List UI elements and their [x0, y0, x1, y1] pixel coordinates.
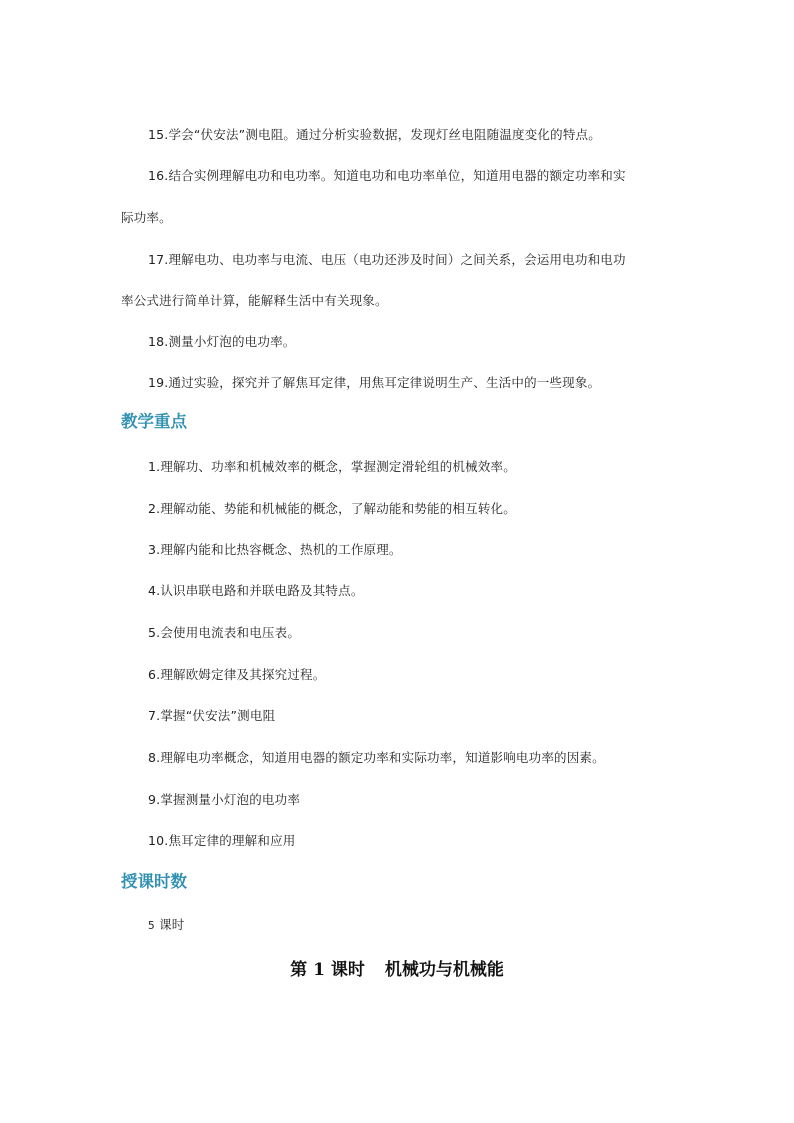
objective-item: 18.测量小灯泡的电功率。: [148, 334, 296, 349]
lesson-name: 机械功与机械能: [384, 960, 504, 980]
key-point-item: 9.掌握测量小灯泡的电功率: [148, 792, 301, 807]
objective-item: 16.结合实例理解电功和电功率。知道电功和电功率单位，知道用电器的额定功率和实: [148, 168, 626, 183]
key-point-item: 10.焦耳定律的理解和应用: [148, 833, 296, 848]
key-point-item: 1.理解功、功率和机械效率的概念，掌握测定滑轮组的机械效率。: [148, 459, 516, 474]
key-point-item: 4.认识串联电路和并联电路及其特点。: [148, 583, 364, 598]
key-point-item: 7.掌握“伏安法”测电阻: [148, 708, 276, 723]
objective-item-continuation: 率公式进行简单计算，能解释生活中有关现象。: [121, 293, 388, 308]
key-point-item: 3.理解内能和比热容概念、热机的工作原理。: [148, 542, 402, 557]
key-point-item: 6.理解欧姆定律及其探究过程。: [148, 667, 326, 682]
key-point-item: 5.会使用电流表和电压表。: [148, 625, 301, 640]
lesson-title: [0, 955, 794, 980]
section-heading-teaching-hours: 授课时数: [121, 872, 187, 891]
objective-item: 17.理解电功、电功率与电流、电压（电功还涉及时间）之间关系，会运用电功和电功: [148, 252, 626, 267]
objective-item-continuation: 际功率。: [121, 210, 172, 225]
objective-item: 19.通过实验，探究并了解焦耳定律，用焦耳定律说明生产、生活中的一些现象。: [148, 375, 601, 390]
objective-item: 15.学会“伏安法”测电阻。通过分析实验数据，发现灯丝电阻随温度变化的特点。: [148, 127, 601, 142]
lesson-label: 第 1 课时: [290, 960, 365, 980]
teaching-hours-value: [148, 917, 184, 934]
teaching-hours-unit: 课时: [159, 917, 185, 932]
key-point-item: 8.理解电功率概念，知道用电器的额定功率和实际功率，知道影响电功率的因素。: [148, 750, 605, 765]
section-heading-key-points: 教学重点: [121, 412, 187, 431]
key-point-item: 2.理解动能、势能和机械能的概念，了解动能和势能的相互转化。: [148, 501, 516, 516]
teaching-hours-number: 5: [148, 920, 155, 932]
